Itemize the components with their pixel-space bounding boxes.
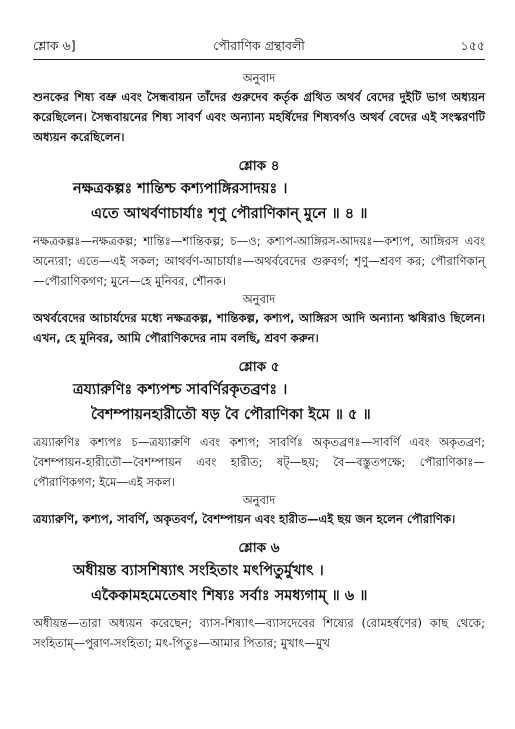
verse-5-synonyms: ত্রয্যারুণিঃ কশ্যপঃ চ—ত্রয্যারুণি এবং কশ্যপ; সাবর্ণিঃ অকৃতব্রণঃ—সাবর্ণি এবং অকৃতব্রণ; বৈশম্পায়ন-হারীতৌ—বৈশম্পায়ন এবং হারীত; ষট্—ছয়; বৈ—বস্তুতপক্ষে; পৌরাণিকাঃ—পৌরাণিকগণ; ইমে—এই সকল। (33, 435, 485, 489)
verse-4-synonyms: নক্ষত্রকল্পঃ—নক্ষত্রকল্প; শান্তিঃ—শান্তিকল্প; চ—ও; কশ্যপ-আঙ্গিরস-আদয়ঃ—কশ্যপ, আঙ্গিরস এবং অন্যেরা; এতে—এই সকল; আথর্বণ-আচার্যাঃ—অথর্ববেদের গুরুবর্গ; শৃণু—শ্রবণ কর; পৌরাণিকান্—পৌরাণিকগণ; মুনে—হে মুনিবর, শৌনক। (33, 234, 485, 288)
translation-label: অনুবাদ (242, 71, 276, 85)
verse-4-line-1: নক্ষত্রকল্পঃ শান্তিশ্চ কশ্যপাঙ্গিরসাদয়ঃ । (73, 181, 288, 197)
verse-5-text (33, 378, 485, 428)
verse-5-line-1: ত্রয্যারুণিঃ কশ্যপশ্চ সাবর্ণিরকৃতব্রণঃ । (73, 382, 288, 398)
verse-5-translation: ত্রয্যারুণি, কশ্যপ, সাবর্ণি, অকৃতবর্ণ, বৈশম্পায়ন এবং হারীত—এই ছয় জন হলেন পৌরাণিক। (33, 512, 456, 526)
verse-4-title: শ্লোক ৪ (238, 158, 280, 174)
verse-6-synonyms: অধীয়ন্ত—তারা অধ্যয়ন করেছেন; ব্যাস-শিষ্যাৎ—ব্যাসদেবের শিষ্যের (রোমহর্ষণের) কাছ থেকে; সংহিতাম্—পুরাণ-সংহিতা; মৎ-পিতুঃ—আমার পিতার; মুখাৎ—মুখ (33, 616, 485, 650)
page-number: ১৫৫ (460, 38, 485, 53)
translation-label: অনুবাদ (242, 292, 276, 306)
page-header (33, 38, 485, 58)
verse-5-title: শ্লোক ৫ (238, 359, 280, 375)
verse-6-text (33, 559, 485, 609)
verse-6-line-1: অধীয়ন্ত ব্যাসশিষ্যাৎ সংহিতাং মৎপিতুর্মুখাৎ । (73, 563, 324, 579)
page-content (33, 70, 485, 653)
header-rule (33, 59, 485, 60)
verse-4-translation: অথর্ববেদের আচার্যদের মধ্যে নক্ষত্রকল্প, শান্তিকল্প, কশ্যপ, আঙ্গিরস আদি অন্যান্য ঋষিরাও ছিলেন। এখন, হে মুনিবর, আমি পৌরাণিকদের নাম বলছি, শ্রবণ করুন। (33, 311, 485, 345)
verse-4-line-2: এতে আথর্বণাচার্যাঃ শৃণু পৌরাণিকান্ মুনে ॥ ৪ ॥ (91, 206, 368, 222)
translation-label: অনুবাদ (242, 493, 276, 507)
chapter-reference: শ্লোক ৬] (33, 38, 76, 53)
verse-6-title: শ্লোক ৬ (238, 540, 280, 556)
verse-5-line-2: বৈশম্পায়নহারীতৌ ষড় বৈ পৌরাণিকা ইমে ॥ ৫ ॥ (91, 407, 371, 423)
verse-4-text (33, 177, 485, 227)
verse-3-translation: শুনকের শিষ্য বভ্রু এবং সৈন্ধবায়ন তাঁদের গুরুদেব কর্তৃক গ্রথিত অথর্ব বেদের দুইটি ভাগ অধ্যয়ন করেছিলেন। সৈন্ধবায়নের শিষ্য সাবর্ণ এবং অন্যান্য মহর্ষিদের শিষ্যবর্গও অথর্ব বেদের এই সংস্করণটি অধ্যয়ন করেছিলেন। (33, 90, 485, 144)
verse-6-line-2: একৈকামহমেতেষাং শিষ্যঃ সর্বাঃ সমধ্যগাম্ ॥ ৬ ॥ (91, 588, 368, 604)
book-title: পৌরাণিক গ্রন্থাবলী (213, 38, 305, 53)
